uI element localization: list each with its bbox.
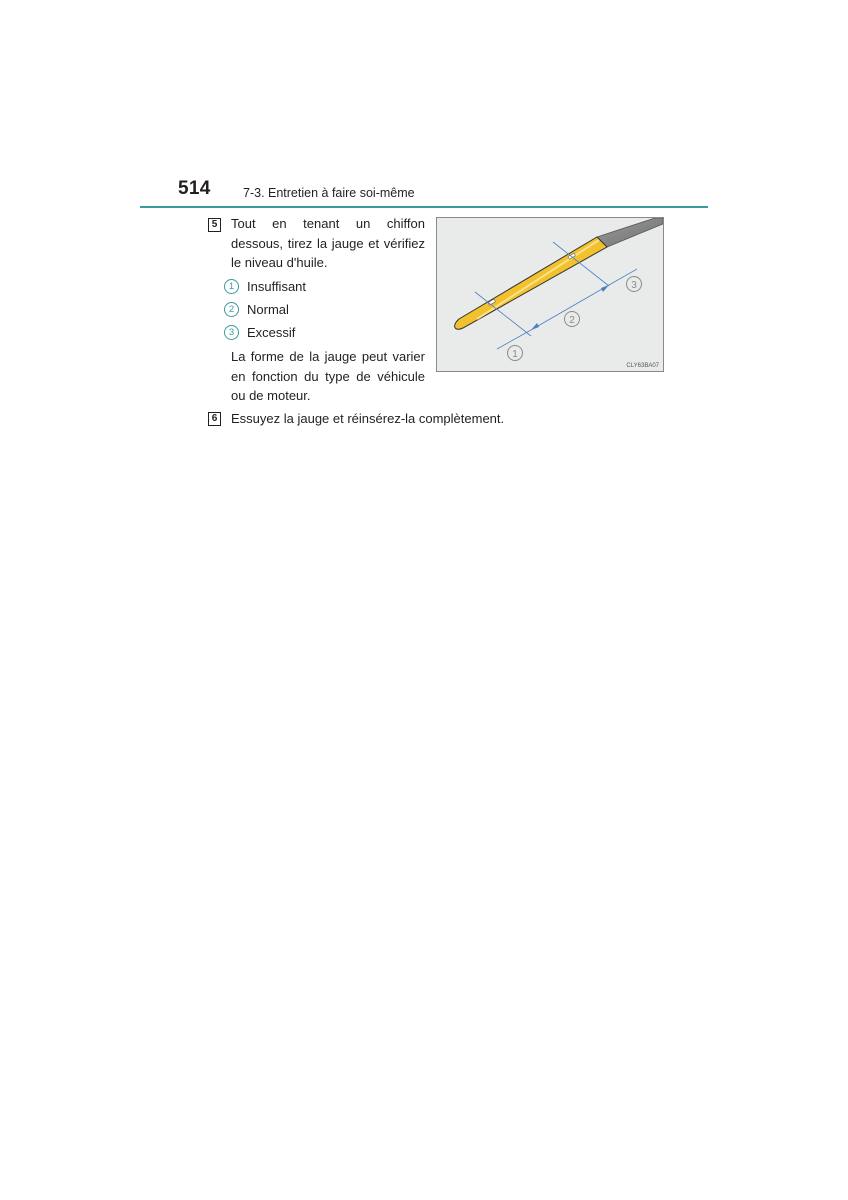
section-title: 7-3. Entretien à faire soi-même	[243, 186, 415, 200]
figure-code: CLY63BA07	[626, 363, 659, 369]
dipstick-metal	[597, 218, 663, 247]
step-6-number: 6	[208, 412, 221, 426]
callout-2	[565, 312, 580, 327]
dipstick-figure	[436, 217, 664, 372]
callout-1-label: 1	[512, 349, 518, 360]
list-item-excessive	[224, 323, 295, 341]
step-5-text: Tout en tenant un chiffon dessous, tirez la jauge et vérifiez le niveau d'huile.	[231, 216, 425, 270]
list-item-label: Normal	[247, 301, 289, 317]
callout-3-label: 3	[631, 280, 637, 291]
list-item-insufficient	[224, 277, 306, 295]
callout-2-label: 2	[569, 315, 575, 326]
list-item-label: Excessif	[247, 324, 296, 340]
list-item-normal	[224, 300, 289, 318]
callout-3	[627, 277, 642, 292]
gauge-shape-note: La forme de la jauge peut varier en fonction du type de véhicule ou de moteur.	[231, 349, 425, 403]
circled-number-2: 2	[224, 302, 239, 317]
step-6-text: Essuyez la jauge et réinsérez-la complètement.	[231, 411, 505, 426]
step-5-number: 5	[208, 218, 221, 232]
page-number: 514	[178, 178, 211, 199]
arrowhead	[601, 285, 609, 292]
dimension-line-insufficient	[497, 330, 531, 349]
header-rule	[140, 206, 708, 208]
list-item-label: Insuffisant	[247, 278, 307, 294]
callout-1	[508, 346, 523, 361]
circled-number-1: 1	[224, 279, 239, 294]
arrowhead	[531, 323, 539, 330]
circled-number-3: 3	[224, 325, 239, 340]
